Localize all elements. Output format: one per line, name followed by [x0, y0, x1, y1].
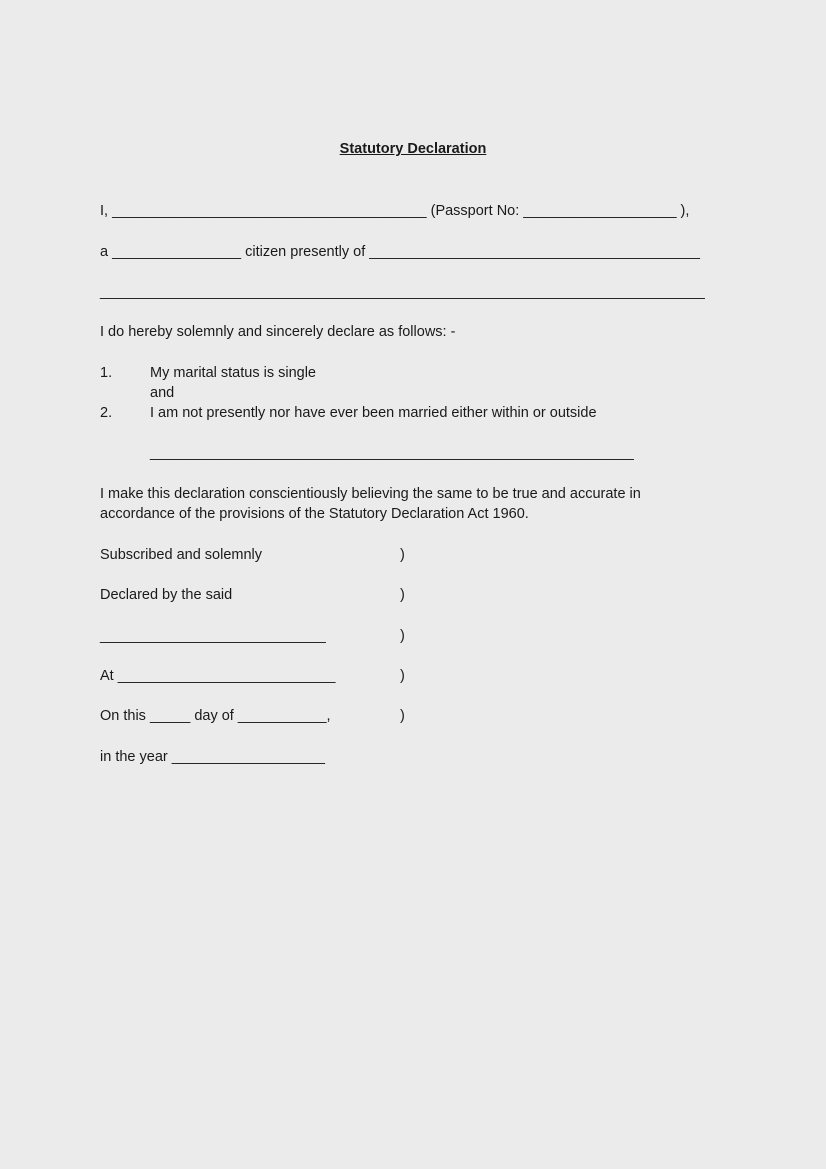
item-number-1: 1.	[100, 365, 113, 381]
address-continuation-line: ___________________________________________________________________________	[100, 284, 705, 300]
declarant-name-line: I, _______________________________________ (Passport No: ___________________ ),	[100, 203, 690, 219]
signature-row-bracket: )	[400, 547, 405, 563]
item-joiner: and	[150, 385, 175, 401]
citizenship-address-line: a ________________ citizen presently of _________________________________________	[100, 244, 700, 260]
signature-row-text: On this _____ day of ___________,	[100, 708, 331, 724]
conscience-statement-line-1: I make this declaration conscientiously believing the same to be true and accurate in	[100, 486, 641, 502]
signature-row-text: Subscribed and solemnly	[100, 547, 263, 563]
signature-row-bracket: )	[400, 668, 405, 684]
item-number-2: 2.	[100, 405, 113, 421]
conscience-statement-line-2: accordance of the provisions of the Statutory Declaration Act 1960.	[100, 506, 529, 522]
signature-row-bracket: )	[400, 708, 405, 724]
signature-row-text: ____________________________	[100, 628, 326, 644]
item-text-2: I am not presently nor have ever been married either within or outside	[150, 405, 597, 421]
signature-row-text: in the year ___________________	[100, 749, 325, 765]
signature-row-bracket: )	[400, 628, 405, 644]
document-title: Statutory Declaration	[339, 141, 487, 157]
signature-row-text: Declared by the said	[100, 587, 233, 603]
item-text-1: My marital status is single	[150, 365, 316, 381]
item-blank-line: ____________________________________________________________	[150, 445, 634, 461]
signature-row-bracket: )	[400, 587, 405, 603]
signature-row-text: At ___________________________	[100, 668, 336, 684]
declaration-intro: I do hereby solemnly and sincerely declare as follows: -	[100, 324, 456, 340]
